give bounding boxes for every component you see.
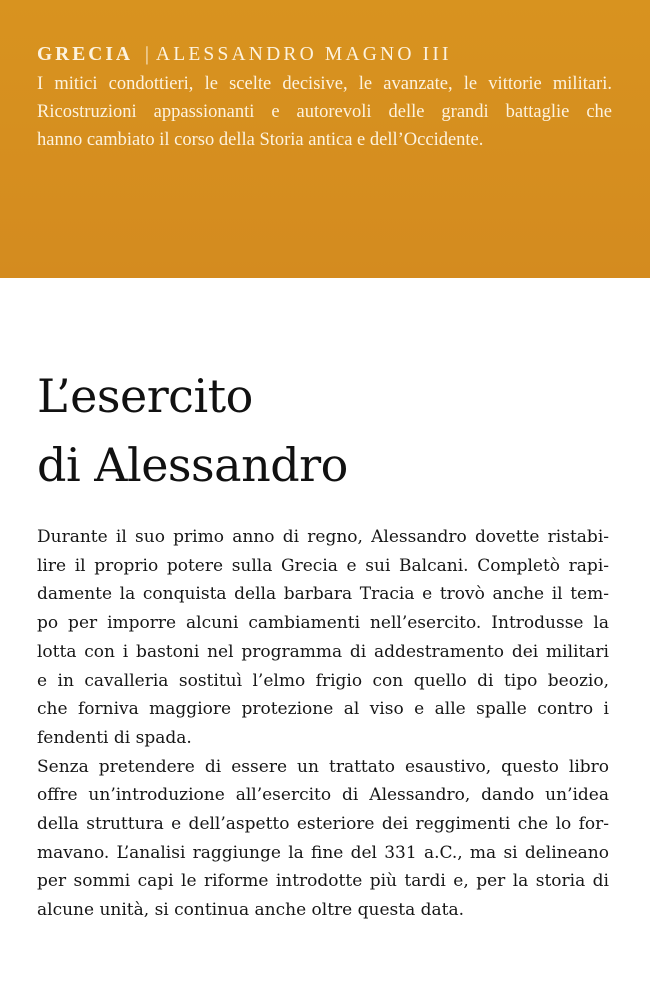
- description-line: alcune unità, si continua anche oltre questa data.: [37, 900, 465, 921]
- description-line: lotta con i bastoni nel programma di addestramento dei militari: [37, 641, 609, 662]
- book-title: [37, 362, 348, 500]
- description-line: damente la conquista della barbara Tracia e trovò anche il tem-: [37, 584, 609, 605]
- description-line: della struttura e dell’aspetto esteriore dei reggimenti che lo for-: [37, 814, 609, 835]
- description-line: Senza pretendere di essere un trattato esaustivo, questo libro: [37, 756, 609, 777]
- series-title: ALESSANDRO MAGNO III: [155, 44, 452, 65]
- description-line: e in cavalleria sostituì l’elmo frigio con quello di tipo beozio,: [37, 670, 609, 691]
- description-line: per sommi capi le riforme introdotte più tardi e, per la storia di: [37, 871, 609, 892]
- blurb-line: I mitici condottieri, le scelte decisive, le avanzate, le vittorie militari.: [37, 74, 612, 94]
- series-separator: |: [145, 44, 152, 65]
- series-heading: [37, 44, 452, 66]
- series-country: GRECIA: [37, 44, 134, 65]
- blurb-line: Ricostruzioni appassionanti e autorevoli delle grandi battaglie che: [37, 102, 612, 122]
- description-line: Durante il suo primo anno di regno, Alessandro dovette ristabi-: [37, 527, 609, 547]
- book-title-line: di Alessandro: [37, 438, 348, 492]
- description-line: po per imporre alcuni cambiamenti nell’esercito. Introdusse la: [37, 613, 609, 634]
- book-description: [37, 523, 609, 925]
- description-line: fendenti di spada.: [37, 727, 192, 748]
- description-line: mavano. L’analisi raggiunge la fine del 331 a.C., ma si delineano: [37, 842, 609, 863]
- series-blurb: [37, 70, 612, 154]
- orange-header-band: [0, 0, 650, 278]
- description-line: lire il proprio potere sulla Grecia e sui Balcani. Completò rapi-: [37, 555, 609, 576]
- description-line: offre un’introduzione all’esercito di Alessandro, dando un’idea: [37, 785, 609, 806]
- blurb-line: hanno cambiato il corso della Storia antica e dell’Occidente.: [37, 130, 484, 150]
- book-title-line: L’esercito: [37, 369, 253, 423]
- description-line: che forniva maggiore protezione al viso e alle spalle contro i: [37, 699, 609, 720]
